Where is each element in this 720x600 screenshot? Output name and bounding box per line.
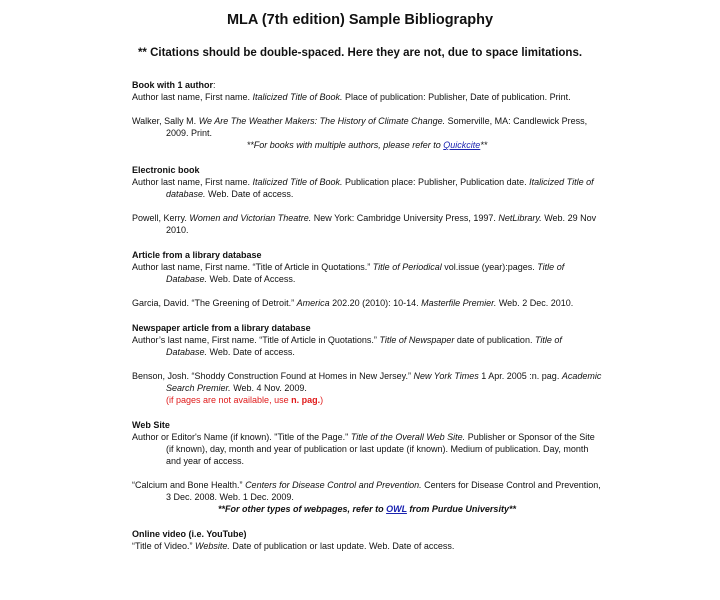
citation-template: Author’s last name, First name. “Title of Article in Quotations.” Title of Newspaper date of publication. Title of Database. Web. Date of access.: [132, 335, 562, 357]
spacing-note: ** Citations should be double-spaced. Here they are not, due to space limitations.: [137, 47, 583, 59]
section-book: [132, 79, 602, 151]
citation-template: Author last name, First name. Italicized Title of Book. Place of publication: Publisher, Date of publication. Print.: [132, 92, 571, 102]
section-website: [132, 419, 602, 515]
citation-template: Author last name, First name. Italicized Title of Book. Publication place: Publisher, Publication date. Italicized Title of database. Web. Date of access.: [132, 177, 594, 199]
section-ebook: [132, 164, 602, 236]
section-video: [132, 528, 602, 552]
citation-example: Garcia, David. “The Greening of Detroit.” America 202.20 (2010): 10-14. Masterfile Premier. Web. 2 Dec. 2010.: [132, 298, 574, 308]
citation-template: Author last name, First name. “Title of Article in Quotations.” Title of Periodical vol.issue (year):pages. Title of Database. Web. Date of Access.: [132, 262, 565, 284]
section-newspaper: [132, 322, 602, 406]
citation-template: “Title of Video.” Website. Date of publication or last update. Web. Date of access.: [132, 541, 455, 551]
section-heading: Electronic book: [132, 165, 200, 175]
citation-example: Benson, Josh. “Shoddy Construction Found at Homes in New Jersey.” New York Times 1 Apr. 2005 :n. pag. Academic Search Premier. Web. 4 Nov. 2009. (if pages are not available, use n. pag.): [132, 371, 602, 405]
section-heading: Newspaper article from a library database: [132, 323, 311, 333]
no-pages-note: (if pages are not available, use n. pag.): [166, 395, 324, 405]
section-heading: Book with 1 author:: [132, 80, 216, 90]
citation-template: Author or Editor's Name (if known). "Title of the Page." Title of the Overall Web Site. Publisher or Sponsor of the Site (if known), day, month and year of publication or last update (if known). Medium of publication. Day, month and year of access.: [132, 432, 595, 466]
section-article: [132, 249, 602, 309]
section-heading: Article from a library database: [132, 250, 262, 260]
bibliography-content: [132, 79, 602, 565]
quickcite-link[interactable]: Quickcite: [443, 140, 481, 150]
section-heading: Online video (i.e. YouTube): [132, 529, 247, 539]
citation-example: Walker, Sally M. We Are The Weather Makers: The History of Climate Change. Somerville, MA: Candlewick Press, 2009. Print.: [132, 116, 588, 138]
owl-link[interactable]: OWL: [386, 504, 407, 514]
multiple-authors-note: **For books with multiple authors, please refer to Quickcite**: [246, 140, 488, 150]
page-title: MLA (7th edition) Sample Bibliography: [226, 12, 494, 28]
other-webpages-note: **For other types of webpages, refer to OWL from Purdue University**: [218, 504, 516, 514]
section-heading: Web Site: [132, 420, 170, 430]
citation-example: Powell, Kerry. Women and Victorian Theatre. New York: Cambridge University Press, 1997. NetLibrary. Web. 29 Nov 2010.: [132, 213, 597, 235]
citation-example: “Calcium and Bone Health.” Centers for Disease Control and Prevention. Centers for Disease Control and Prevention, 3 Dec. 2008. Web. 1 Dec. 2009.: [132, 480, 601, 502]
